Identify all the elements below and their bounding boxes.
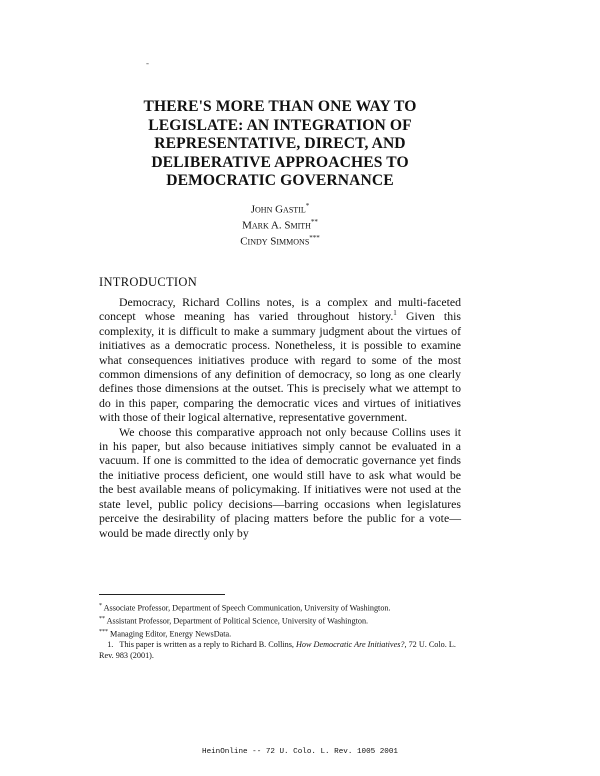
paragraph: Democracy, Richard Collins notes, is a complex and multi-faceted concept whose meaning has varied throughout history.$^1$ Given this complexity, it is difficult to make a summary judgment about the virtues of initiatives as a democratic process. Nonetheless, it is possible to examine what consequences initiatives produce with regard to some of the most common dimensions of any definition of democracy, so long as one clearly defines those dimensions at the outset. This is precisely what we attempt to do in this paper, comparing the democratic vices and virtues of initiatives with those of their logical alternative, representative government. bbox=[99, 295, 461, 425]
author-list bbox=[150, 200, 410, 248]
footnote: *** Managing Editor, Energy NewsData. bbox=[99, 629, 232, 640]
footnote-ref: 1 bbox=[393, 309, 397, 318]
article-title: THERE'S MORE THAN ONE WAY TO LEGISLATE: AN INTEGRATION OF REPRESENTATIVE, DIRECT, AND DELIBERATIVE APPROACHES TO DEMOCRATIC GOVERNANCE bbox=[143, 98, 417, 189]
footnote-divider bbox=[99, 594, 225, 595]
body-text bbox=[99, 295, 461, 540]
cited-title: How Democratic Are Initiatives? bbox=[296, 640, 405, 650]
author-name: Cindy Simmons*** bbox=[240, 234, 320, 248]
author-note-mark: * bbox=[305, 202, 310, 210]
footnote: 1. This paper is written as a reply to Richard B. Collins, How Democratic Are Initiatives?, 72 U. Colo. L. Rev. 983 (2001). bbox=[99, 640, 456, 660]
footnotes bbox=[99, 601, 461, 661]
author-name: John Gastil* bbox=[250, 202, 310, 216]
footnote: ** Assistant Professor, Department of Political Science, University of Washington. bbox=[99, 616, 369, 626]
author-note-mark: ** bbox=[310, 218, 318, 227]
scan-mark: - bbox=[146, 58, 149, 68]
author-name: Mark A. Smith** bbox=[242, 218, 318, 232]
section-heading: INTRODUCTION bbox=[99, 275, 198, 289]
page-footer: HeinOnline -- 72 U. Colo. L. Rev. 1005 2001 bbox=[202, 748, 398, 756]
paragraph: We choose this comparative approach not only because Collins uses it in his paper, but also because initiatives simply cannot be evaluated in a vacuum. If one is committed to the idea of democratic governance yet finds the initiative process deficient, one would still have to ask what would be the best available means of policymaking. If initiatives were not used at the state level, public policy decisions—barring occasions when legislatures perceive the desirability of placing matters before the public for a vote—would be made directly only by bbox=[99, 424, 461, 540]
footnote: * Associate Professor, Department of Speech Communication, University of Washington. bbox=[99, 603, 391, 613]
author-note-mark: *** bbox=[309, 234, 320, 243]
